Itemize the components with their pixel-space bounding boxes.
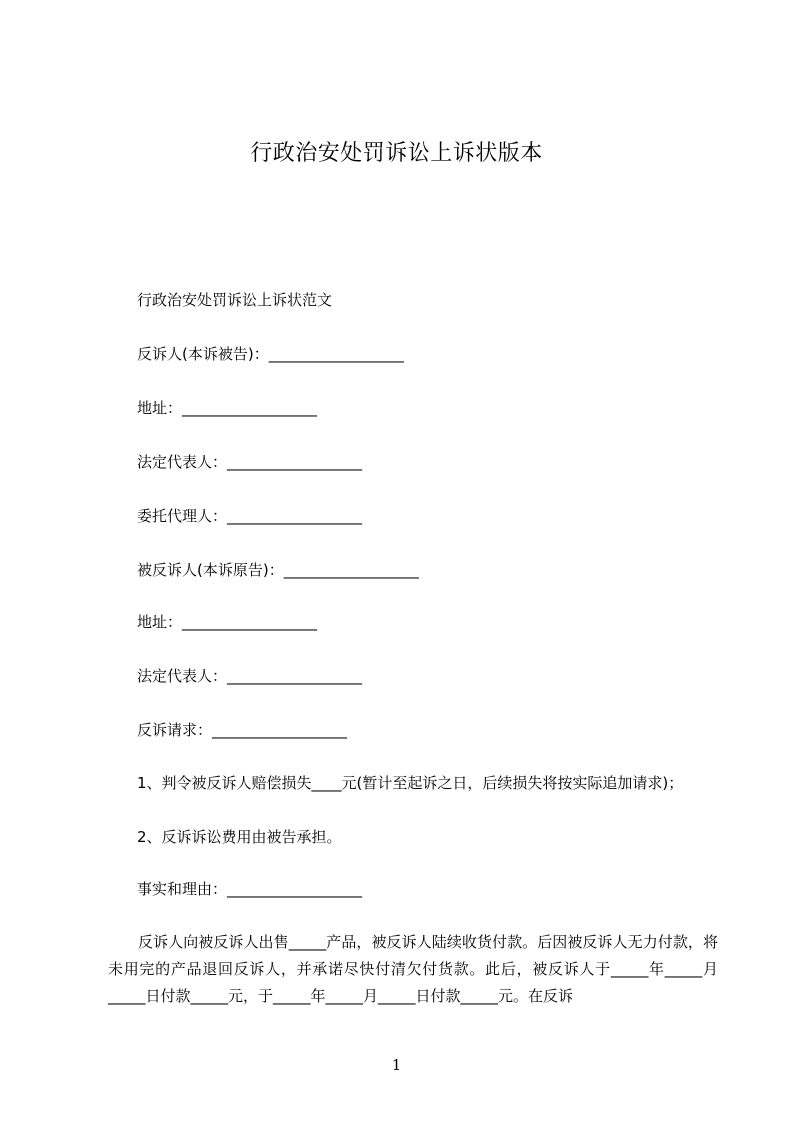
legal-representative-line: 法定代表人：__________________ (137, 453, 363, 471)
entrusted-agent-line: 委托代理人：__________________ (137, 507, 363, 525)
request-item-1: 1、判令被反诉人赔偿损失____元(暂计至起诉之日，后续损失将按实际追加请求)； (137, 774, 684, 792)
address-line-2: 地址：__________________ (137, 613, 318, 631)
facts-and-reasons-line: 事实和理由：__________________ (137, 880, 363, 898)
address-line: 地址：__________________ (137, 399, 318, 417)
page-number: 1 (391, 1056, 402, 1074)
subtitle-line: 行政治安处罚诉讼上诉状范文 (137, 291, 333, 309)
legal-representative-line-2: 法定代表人：__________________ (137, 667, 363, 685)
counterclaim-requests-line: 反诉请求：__________________ (137, 721, 348, 739)
request-item-2: 2、反诉诉讼费用由被告承担。 (137, 828, 342, 846)
facts-paragraph: 反诉人向被反诉人出售_____产品，被反诉人陆续收货付款。后因被反诉人无力付款，将未用完的产品退回反诉人，并承诺尽快付清欠付货款。此后，被反诉人于_____年_____月_____日付款_____元，于_____年_____月_____日付款_____元。在反诉 (108, 933, 718, 1005)
document-title: 行政治安处罚诉讼上诉状版本 (250, 141, 543, 166)
counterclaim-respondent-line: 被反诉人(本诉原告)：__________________ (137, 561, 419, 579)
counterclaimant-line: 反诉人(本诉被告)：__________________ (137, 345, 404, 363)
